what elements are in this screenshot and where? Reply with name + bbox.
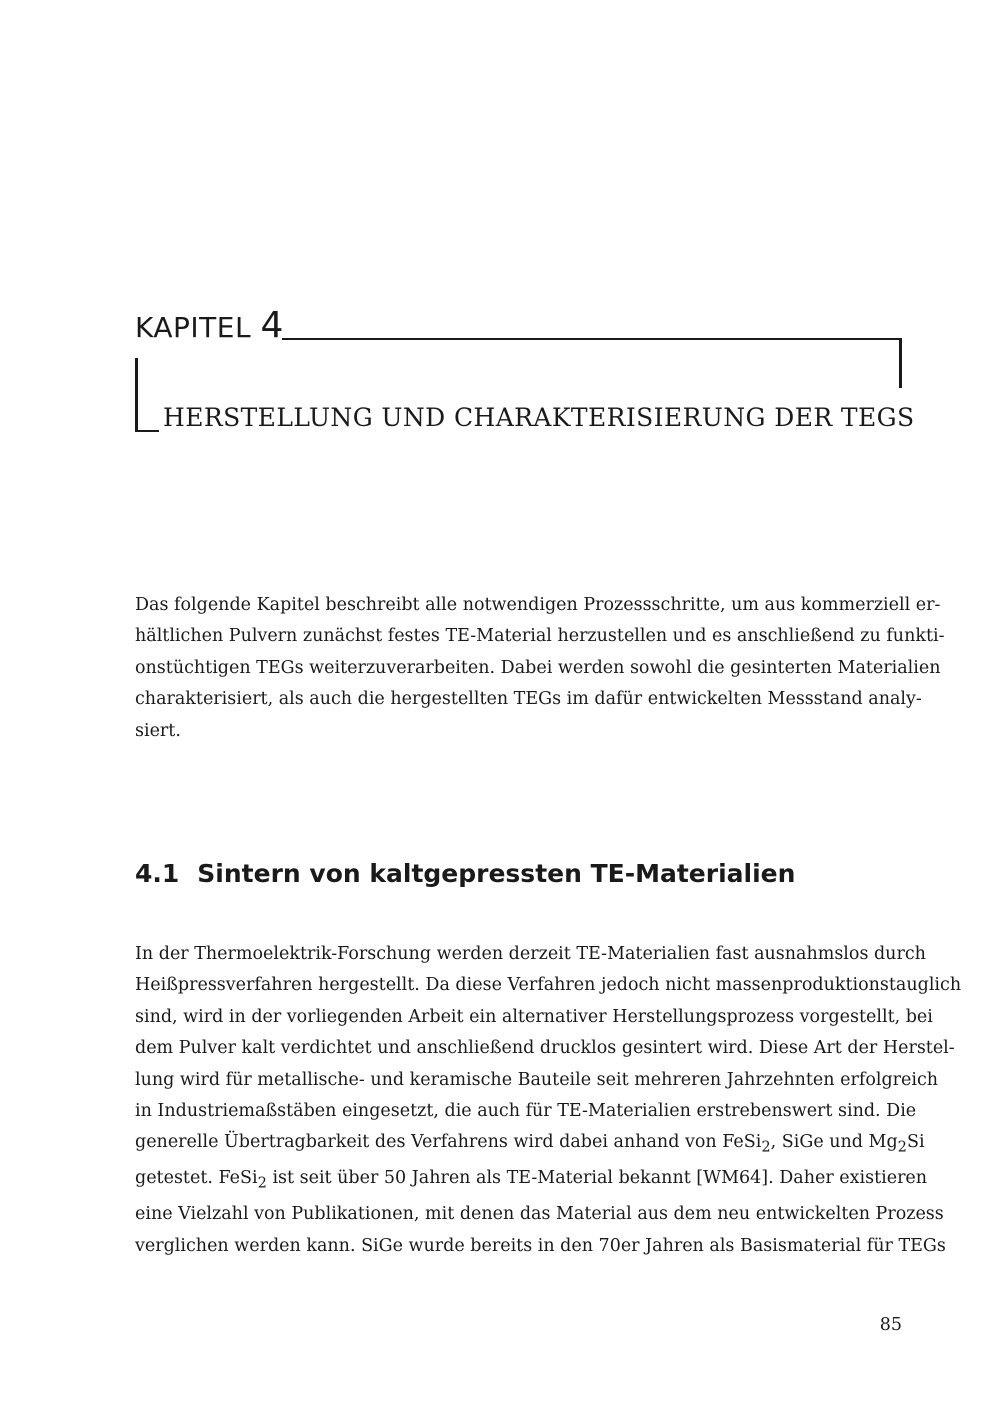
body-line-part: , SiGe und Mg [770, 1132, 898, 1153]
body-line [135, 1127, 925, 1163]
body-paragraph [135, 939, 962, 1262]
page-number: 85 [879, 1315, 902, 1335]
section-heading [135, 856, 795, 892]
chapter-rule-bottom [135, 430, 159, 432]
body-line: eine Vielzahl von Publikationen, mit denen das Material aus dem neu entwickelten Prozess [135, 1204, 944, 1225]
subscript: 2 [897, 1138, 907, 1156]
body-line: Heißpressverfahren hergestellt. Da diese Verfahren jedoch nicht massenproduktionstauglich [135, 975, 962, 996]
intro-line: hältlichen Pulvern zunächst festes TE-Material herzustellen und es anschließend zu funkti- [135, 626, 945, 647]
chapter-rule-right [899, 338, 902, 388]
body-line-part: getestet. FeSi [135, 1168, 258, 1189]
body-line: verglichen werden kann. SiGe wurde bereits in den 70er Jahren als Basismaterial für TEGs [135, 1235, 946, 1256]
chapter-rule-top [282, 338, 902, 340]
body-line: In der Thermoelektrik-Forschung werden derzeit TE-Materialien fast ausnahmslos durch [135, 944, 926, 964]
chapter-label-text: KAPITEL [135, 311, 252, 344]
body-line-part: generelle Übertragbarkeit des Verfahrens wird dabei anhand von FeSi [135, 1132, 762, 1153]
body-line-part: Si [906, 1132, 925, 1153]
intro-line: siert. [135, 720, 181, 741]
body-line [135, 1163, 928, 1199]
intro-line: Das folgende Kapitel beschreibt alle notwendigen Prozessschritte, um aus kommerziell er- [135, 595, 941, 615]
intro-line: onstüchtigen TEGs weiterzuverarbeiten. Dabei werden sowohl die gesinterten Materialien [135, 657, 941, 678]
body-line: lung wird für metallische- und keramische Bauteile seit mehreren Jahrzehnten erfolgreich [135, 1069, 939, 1090]
subscript: 2 [761, 1138, 771, 1156]
body-line: sind, wird in der vorliegenden Arbeit ein alternativer Herstellungsprozess vorgestellt, bei [135, 1006, 933, 1027]
chapter-rule-left [135, 358, 138, 431]
chapter-label [135, 306, 284, 348]
intro-line: charakterisiert, als auch die hergestellten TEGs im dafür entwickelten Messstand analy- [135, 689, 922, 710]
chapter-number: 4 [260, 305, 284, 346]
chapter-title: HERSTELLUNG UND CHARAKTERISIERUNG DER TEGS [163, 403, 915, 432]
body-line: dem Pulver kalt verdichtet und anschließend drucklos gesintert wird. Diese Art der Herstel- [135, 1038, 955, 1059]
body-line-part: ist seit über 50 Jahren als TE-Material bekannt [WM64]. Daher existieren [266, 1168, 928, 1189]
intro-paragraph [135, 590, 945, 747]
body-line: in Industriemaßstäben eingesetzt, die auch für TE-Materialien erstrebenswert sind. Die [135, 1101, 917, 1122]
section-number: 4.1 [135, 859, 180, 888]
subscript: 2 [257, 1174, 267, 1192]
section-title-text: Sintern von kaltgepressten TE-Materialien [197, 859, 796, 888]
chapter-heading [135, 305, 915, 436]
